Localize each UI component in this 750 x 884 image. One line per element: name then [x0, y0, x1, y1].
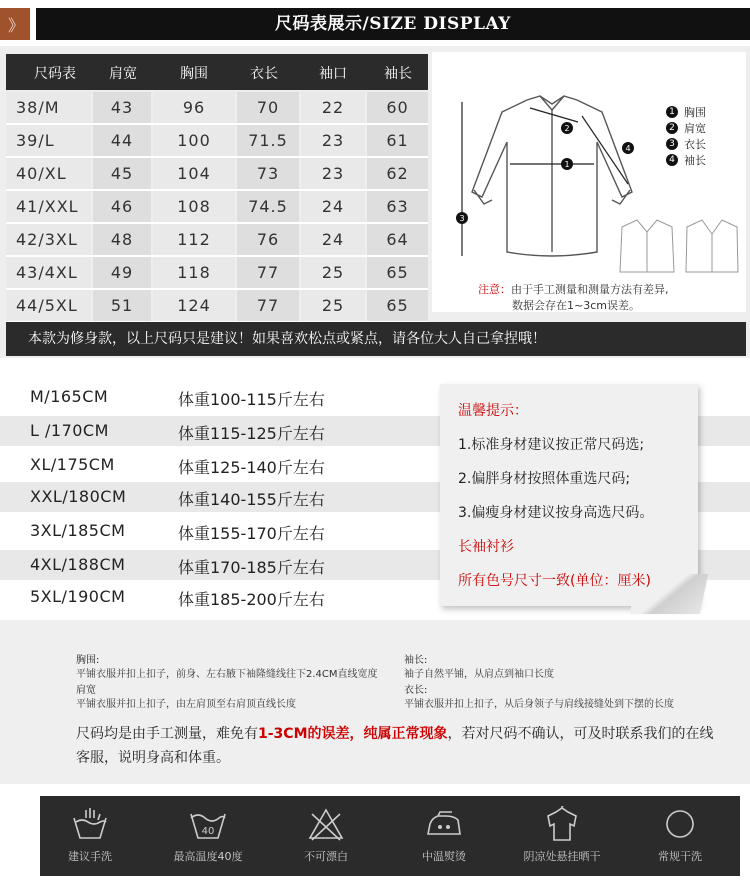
tips-category: 长袖衬衫 [458, 539, 514, 555]
rec-size: 3XL/185CM [30, 521, 126, 540]
legend-label: 袖长 [684, 154, 706, 167]
page-title: 尺码表展示/SIZE DISPLAY [36, 8, 750, 40]
cell-size: 38/M [6, 92, 91, 123]
sleeve-desc: 袖子自然平铺，从肩点到袖口长度 [404, 669, 554, 680]
cell-sleeve: 63 [367, 191, 428, 222]
rec-size: M/165CM [30, 387, 109, 406]
cell-chest: 104 [153, 158, 235, 189]
rec-size: XL/175CM [30, 455, 115, 474]
table-row [6, 191, 428, 224]
svg-text:4: 4 [625, 144, 631, 153]
cell-sleeve: 65 [367, 257, 428, 288]
care-item [512, 806, 612, 864]
hang-dry-shade-icon [542, 806, 582, 842]
disclaimer-text: 尺码均是由手工测量，难免有 [76, 726, 258, 742]
length-method [404, 684, 674, 712]
cell-shoulder: 49 [93, 257, 151, 288]
cell-size: 41/XXL [6, 191, 91, 222]
rec-size: 4XL/188CM [30, 555, 126, 574]
cell-chest: 118 [153, 257, 235, 288]
cell-chest: 112 [153, 224, 235, 255]
header-accent [0, 8, 30, 40]
col-header-length: 衣长 [250, 66, 278, 82]
measurement-diagram [432, 52, 746, 312]
table-row [6, 158, 428, 191]
care-label: 阴凉处悬挂晒干 [523, 850, 601, 863]
legend-number: 1 [666, 106, 678, 118]
legend-item [666, 136, 706, 152]
rec-size: 5XL/190CM [30, 587, 126, 606]
care-label: 不可漂白 [304, 850, 348, 863]
legend-label: 胸围 [684, 106, 706, 119]
col-header-shoulder: 肩宽 [109, 66, 137, 82]
rec-weight: 体重185-200斤左右 [178, 590, 325, 609]
cell-length: 73 [237, 158, 299, 189]
cell-shoulder: 44 [93, 125, 151, 156]
chest-desc: 平铺衣服并扣上扣子，前身、左右腋下袖隆缝线往下2.4CM直线宽度 [76, 669, 378, 680]
measurement-legend [666, 104, 706, 168]
size-table-body [6, 92, 428, 323]
fit-notice-bar: 本款为修身款，以上尺码只是建议！如果喜欢松点或紧点，请各位大人自己拿捏哦！ [6, 322, 746, 356]
svg-text:3: 3 [459, 214, 465, 223]
chest-method [76, 654, 378, 682]
care-item [394, 806, 494, 864]
col-header-chest: 胸围 [180, 66, 208, 82]
rec-size: L /170CM [30, 421, 109, 440]
cell-chest: 96 [153, 92, 235, 123]
cell-cuff: 25 [301, 257, 365, 288]
legend-item [666, 152, 706, 168]
cell-size: 39/L [6, 125, 91, 156]
length-desc: 平铺衣服并扣上扣子，从后身领子与肩线接缝处到下摆的长度 [404, 699, 674, 710]
col-header-sleeve: 袖长 [384, 66, 412, 82]
cell-length: 70 [237, 92, 299, 123]
no-bleach-icon [306, 806, 346, 842]
legend-number: 3 [666, 138, 678, 150]
wash-40-icon [188, 806, 228, 842]
cell-length: 77 [237, 290, 299, 321]
care-label: 建议手洗 [68, 850, 112, 863]
cell-length: 74.5 [237, 191, 299, 222]
iron-medium-icon [424, 806, 464, 842]
care-item [40, 806, 140, 864]
tip-item: 2.偏胖身材按照体重选尺码; [458, 471, 631, 487]
care-label: 中温熨烫 [422, 850, 466, 863]
rec-weight: 体重155-170斤左右 [178, 524, 325, 543]
tip-item: 3.偏瘦身材建议按身高选尺码。 [458, 505, 654, 521]
sleeve-title: 袖长: [404, 655, 428, 666]
note-label: 注意： [478, 283, 511, 296]
table-row [6, 290, 428, 323]
measurement-method-section [0, 620, 750, 784]
legend-item [666, 104, 706, 120]
chest-title: 胸围: [76, 655, 100, 666]
svg-text:1: 1 [564, 160, 570, 169]
svg-text:2: 2 [564, 124, 570, 133]
care-label: 最高温度40度 [173, 850, 243, 863]
table-row [6, 257, 428, 290]
table-row [6, 125, 428, 158]
cell-shoulder: 45 [93, 158, 151, 189]
rec-weight: 体重125-140斤左右 [178, 458, 325, 477]
cell-chest: 100 [153, 125, 235, 156]
cell-sleeve: 65 [367, 290, 428, 321]
cell-sleeve: 62 [367, 158, 428, 189]
legend-number: 2 [666, 122, 678, 134]
cell-sleeve: 64 [367, 224, 428, 255]
dry-clean-icon [660, 806, 700, 842]
disclaimer-highlight: 1-3CM的误差，纯属正常现象 [258, 726, 448, 742]
cell-cuff: 23 [301, 158, 365, 189]
tips-card [440, 384, 698, 606]
shoulder-method [76, 684, 296, 712]
table-row [6, 92, 428, 125]
rec-weight: 体重140-155斤左右 [178, 490, 325, 509]
care-instructions-bar [40, 796, 740, 876]
care-item [158, 806, 258, 864]
cell-length: 71.5 [237, 125, 299, 156]
shoulder-title: 肩宽 [76, 685, 96, 696]
cell-shoulder: 51 [93, 290, 151, 321]
hand-wash-icon [70, 806, 110, 842]
cell-chest: 124 [153, 290, 235, 321]
cell-shoulder: 48 [93, 224, 151, 255]
legend-label: 衣长 [684, 138, 706, 151]
cell-length: 76 [237, 224, 299, 255]
rec-weight: 体重170-185斤左右 [178, 558, 325, 577]
cell-chest: 108 [153, 191, 235, 222]
measurement-disclaimer [76, 722, 716, 770]
legend-number: 4 [666, 154, 678, 166]
cell-size: 42/3XL [6, 224, 91, 255]
cell-sleeve: 61 [367, 125, 428, 156]
note-line-1: 由于手工测量和测量方法有差异, [511, 283, 669, 296]
cell-cuff: 22 [301, 92, 365, 123]
wash-40-badge: 40 [201, 826, 215, 837]
table-header [6, 54, 428, 90]
page-header [0, 0, 750, 44]
tips-title: 温馨提示： [458, 403, 528, 419]
cell-shoulder: 46 [93, 191, 151, 222]
col-header-size: 尺码表 [34, 66, 76, 82]
tip-item: 1.标准身材建议按正常尺码选; [458, 437, 645, 453]
shoulder-desc: 平铺衣服并扣上扣子，由左肩顶至右肩顶直线长度 [76, 699, 296, 710]
tips-unit-note: 所有色号尺寸一致(单位：厘米) [458, 573, 651, 589]
cell-size: 40/XL [6, 158, 91, 189]
cell-cuff: 24 [301, 191, 365, 222]
cell-size: 44/5XL [6, 290, 91, 321]
care-item [276, 806, 376, 864]
size-chart-section [0, 46, 750, 358]
length-title: 衣长: [404, 685, 428, 696]
rec-weight: 体重115-125斤左右 [178, 424, 325, 443]
cell-cuff: 23 [301, 125, 365, 156]
cell-length: 77 [237, 257, 299, 288]
cell-shoulder: 43 [93, 92, 151, 123]
cell-sleeve: 60 [367, 92, 428, 123]
care-label: 常规干洗 [658, 850, 702, 863]
disclaimer-text: ，若对尺码不确认，可及时联系我们的在线客服，说明身高和体重。 [76, 726, 714, 766]
legend-item [666, 120, 706, 136]
care-item [630, 806, 730, 864]
cell-cuff: 25 [301, 290, 365, 321]
legend-label: 肩宽 [684, 122, 706, 135]
measurement-note [478, 282, 669, 314]
rec-size: XXL/180CM [30, 487, 127, 506]
cell-size: 43/4XL [6, 257, 91, 288]
double-chevron-icon: 》 [8, 16, 25, 35]
note-line-2: 数据会存在1~3cm误差。 [512, 299, 640, 312]
sleeve-method [404, 654, 554, 682]
col-header-cuff: 袖口 [319, 66, 347, 82]
rec-weight: 体重100-115斤左右 [178, 390, 325, 409]
cell-cuff: 24 [301, 224, 365, 255]
size-recommendation-section [0, 370, 750, 614]
table-row [6, 224, 428, 257]
